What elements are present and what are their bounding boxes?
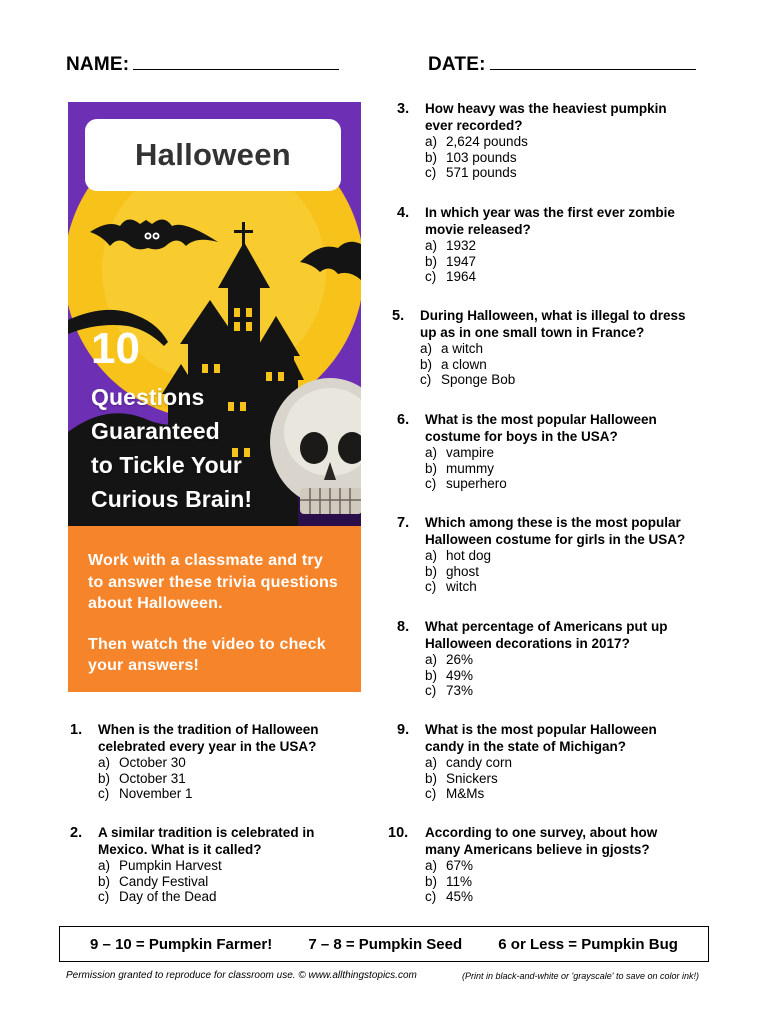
answer-option[interactable] — [425, 548, 697, 564]
answer-options — [98, 858, 330, 905]
question-number: 10. — [388, 825, 409, 841]
poster-instructions-text: Work with a classmate and try to answer these trivia questions about Halloween. — [88, 552, 339, 612]
option-text: Candy Festival — [119, 873, 209, 889]
question-10 — [388, 825, 688, 905]
option-letter: a) — [425, 134, 438, 149]
answer-option[interactable] — [420, 341, 692, 357]
question-6 — [397, 412, 687, 492]
option-text: 67% — [446, 858, 474, 873]
answer-option[interactable] — [98, 786, 330, 802]
question-text: Which among these is the most popular Halloween costume for girls in the USA? — [425, 515, 686, 547]
option-text: 1947 — [446, 253, 477, 269]
footer-print-note: (Print in black-and-white or 'grayscale' to save on color ink!) — [462, 971, 700, 981]
question-number: 6. — [397, 412, 410, 428]
option-letter: c) — [425, 786, 437, 801]
option-text: 45% — [446, 889, 474, 904]
answer-option[interactable] — [425, 150, 687, 166]
answer-options — [425, 548, 697, 595]
option-text: 1932 — [446, 238, 477, 253]
answer-option[interactable] — [425, 269, 687, 285]
poster-tagline-line: Curious Brain! — [91, 486, 253, 512]
question-number: 9. — [397, 722, 410, 738]
option-letter: a) — [425, 445, 438, 460]
option-text: ghost — [446, 563, 480, 579]
footer-permission-text: Permission granted to reproduce for classroom use. © www.allthingstopics.com — [66, 970, 417, 981]
poster-tagline-line: to Tickle Your — [91, 452, 242, 478]
answer-option[interactable] — [425, 683, 687, 699]
date-label: DATE: — [428, 54, 486, 75]
answer-option[interactable] — [425, 858, 688, 874]
option-text: M&Ms — [446, 786, 485, 801]
answer-option[interactable] — [425, 755, 687, 771]
question-number: 1. — [70, 722, 83, 738]
option-letter: a) — [425, 755, 438, 770]
answer-option[interactable] — [425, 254, 687, 270]
option-letter: c) — [98, 889, 110, 904]
question-text: During Halloween, what is illegal to dress up as in one small town in France? — [420, 308, 686, 340]
option-text: hot dog — [446, 548, 492, 563]
option-letter: a) — [425, 548, 438, 563]
answer-options — [98, 755, 330, 802]
answer-option[interactable] — [425, 165, 687, 181]
option-letter: b) — [425, 770, 438, 786]
option-letter: c) — [425, 579, 437, 594]
answer-option[interactable] — [98, 889, 330, 905]
poster-video-instructions: Then watch the video to check your answers! — [88, 635, 326, 674]
question-number: 4. — [397, 205, 410, 221]
option-text: October 31 — [119, 770, 186, 786]
option-text: Sponge Bob — [441, 372, 516, 387]
answer-options — [425, 858, 688, 905]
option-text: a witch — [441, 341, 484, 356]
option-text: a clown — [441, 356, 487, 372]
answer-option[interactable] — [425, 238, 687, 254]
answer-option[interactable] — [98, 874, 330, 890]
option-text: November 1 — [119, 786, 193, 801]
answer-option[interactable] — [425, 564, 697, 580]
name-label: NAME: — [66, 54, 130, 75]
answer-options — [420, 341, 692, 388]
answer-option[interactable] — [425, 476, 687, 492]
option-letter: a) — [425, 858, 438, 873]
name-blank-line[interactable] — [133, 52, 339, 70]
question-text: What is the most popular Halloween candy in the state of Michigan? — [425, 722, 657, 754]
answer-option[interactable] — [425, 652, 687, 668]
question-2 — [70, 825, 330, 905]
option-letter: a) — [425, 652, 438, 667]
question-5 — [392, 308, 692, 388]
option-letter: c) — [425, 165, 437, 180]
answer-option[interactable] — [420, 372, 692, 388]
option-letter: b) — [425, 253, 438, 269]
option-text: vampire — [446, 445, 495, 460]
question-text: In which year was the first ever zombie movie released? — [425, 205, 675, 237]
answer-option[interactable] — [98, 771, 330, 787]
option-text: 103 pounds — [446, 149, 517, 165]
answer-option[interactable] — [425, 889, 688, 905]
poster-tagline-line: Questions — [91, 384, 205, 410]
option-letter: b) — [425, 563, 438, 579]
poster-number: 10 — [91, 324, 140, 373]
option-letter: a) — [98, 755, 111, 770]
answer-option[interactable] — [425, 771, 687, 787]
question-text: A similar tradition is celebrated in Mexico. What is it called? — [98, 825, 315, 857]
option-letter: c) — [425, 269, 437, 284]
option-text: October 30 — [119, 755, 186, 770]
option-text: superhero — [446, 476, 507, 491]
option-text: 49% — [446, 667, 474, 683]
question-8 — [397, 619, 687, 699]
option-text: mummy — [446, 460, 494, 476]
option-letter: b) — [420, 356, 433, 372]
option-letter: c) — [425, 683, 437, 698]
question-1 — [70, 722, 330, 802]
question-text: What is the most popular Halloween costume for boys in the USA? — [425, 412, 657, 444]
option-text: 73% — [446, 683, 474, 698]
option-letter: b) — [98, 873, 111, 889]
answer-option[interactable] — [425, 579, 697, 595]
answer-option[interactable] — [420, 357, 692, 373]
option-letter: c) — [420, 372, 432, 387]
question-number: 8. — [397, 619, 410, 635]
question-4 — [397, 205, 687, 285]
option-text: candy corn — [446, 755, 513, 770]
answer-options — [425, 755, 687, 802]
poster-tagline-line: Guaranteed — [91, 418, 220, 444]
option-letter: b) — [425, 149, 438, 165]
question-text: According to one survey, about how many Americans believe in gjosts? — [425, 825, 658, 857]
option-text: 1964 — [446, 269, 477, 284]
option-letter: c) — [425, 889, 437, 904]
answer-option[interactable] — [98, 755, 330, 771]
option-letter: b) — [425, 873, 438, 889]
option-letter: a) — [420, 341, 433, 356]
option-text: Day of the Dead — [119, 889, 217, 904]
option-letter: b) — [425, 667, 438, 683]
date-blank-line[interactable] — [490, 52, 696, 70]
answer-option[interactable] — [425, 786, 687, 802]
option-letter: a) — [98, 858, 111, 873]
answer-option[interactable] — [425, 668, 687, 684]
poster-instructions-panel — [68, 526, 361, 692]
answer-option[interactable] — [425, 445, 687, 461]
answer-options — [425, 445, 687, 492]
option-text: Snickers — [446, 770, 498, 786]
question-number: 2. — [70, 825, 83, 841]
question-text: What percentage of Americans put up Halloween decorations in 2017? — [425, 619, 668, 651]
date-field[interactable] — [428, 52, 696, 76]
answer-options — [425, 652, 687, 699]
question-9 — [397, 722, 687, 802]
answer-option[interactable] — [425, 461, 687, 477]
option-text: 11% — [446, 873, 473, 889]
option-text: 26% — [446, 652, 474, 667]
question-number: 7. — [397, 515, 410, 531]
answer-options — [425, 134, 687, 181]
option-letter: c) — [98, 786, 110, 801]
scoring-box — [59, 926, 709, 962]
question-text: How heavy was the heaviest pumpkin ever recorded? — [425, 101, 667, 133]
option-letter: b) — [98, 770, 111, 786]
option-letter: a) — [425, 238, 438, 253]
answer-option[interactable] — [98, 858, 330, 874]
score-tier: 6 or Less = Pumpkin Bug — [498, 935, 678, 953]
score-tier: 7 – 8 = Pumpkin Seed — [308, 935, 463, 953]
answer-option[interactable] — [425, 134, 687, 150]
option-text: witch — [446, 579, 477, 594]
answer-option[interactable] — [425, 874, 688, 890]
option-letter: c) — [425, 476, 437, 491]
option-letter: b) — [425, 460, 438, 476]
question-number: 3. — [397, 101, 410, 117]
option-text: 571 pounds — [446, 165, 517, 180]
poster-title: Halloween — [85, 119, 341, 191]
name-field[interactable] — [66, 52, 339, 76]
question-number: 5. — [392, 308, 405, 324]
question-3 — [397, 101, 687, 181]
score-tier: 9 – 10 = Pumpkin Farmer! — [90, 935, 273, 953]
question-7 — [397, 515, 697, 595]
halloween-poster — [68, 102, 361, 692]
answer-options — [425, 238, 687, 285]
question-text: When is the tradition of Halloween celebrated every year in the USA? — [98, 722, 319, 754]
option-text: 2,624 pounds — [446, 134, 528, 149]
option-text: Pumpkin Harvest — [119, 858, 222, 873]
